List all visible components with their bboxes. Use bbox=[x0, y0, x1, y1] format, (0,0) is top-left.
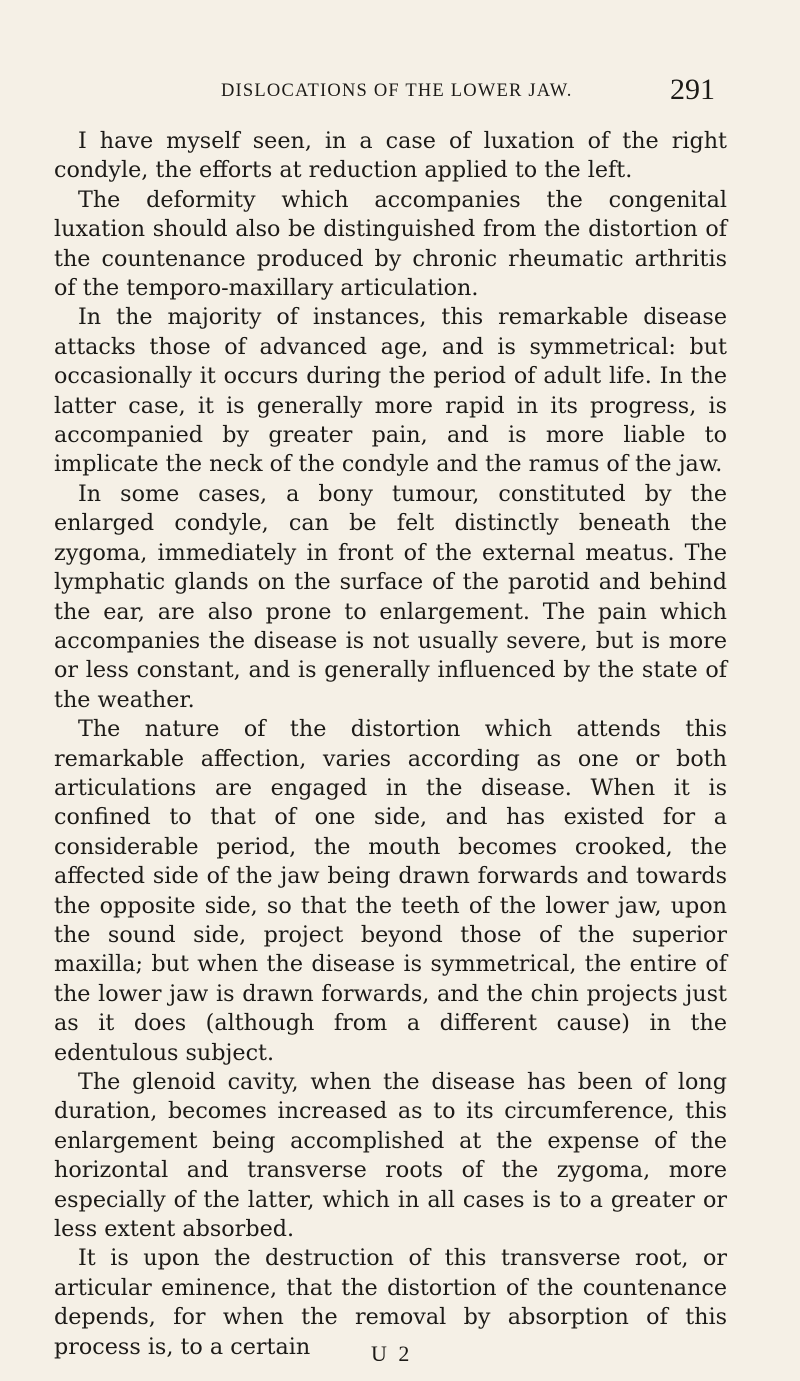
running-head bbox=[0, 73, 800, 113]
signature-mark: U 2 bbox=[371, 1341, 413, 1366]
paragraph-5: The nature of the distortion which attends this remarkable affection, varies according as one or both articulations are engaged in the disease. When it is confined to that of one side, and has existed for a considerable period, the mouth becomes crooked, the affected side of the jaw being drawn forwards and towards the opposite side, so that the teeth of the lower jaw, upon the sound side, project beyond those of the superior maxilla; but when the disease is symmetrical, the entire of the lower jaw is drawn forwards, and the chin projects just as it does (although from a different cause) in the edentulous subject. bbox=[54, 716, 727, 1066]
paragraph-6: The glenoid cavity, when the disease has been of long duration, becomes increased as to its circumference, this enlargement being accomplished at the expense of the horizontal and transverse roots of the zygoma, more especially of the latter, which in all cases is to a greater or less extent absorbed. bbox=[54, 1069, 727, 1243]
paragraph-7: It is upon the destruction of this transverse root, or articular eminence, that the distortion of the countenance depends, for when the removal by absorption of this process is, to a certain bbox=[54, 1245, 727, 1360]
paragraph-2: The deformity which accompanies the congenital luxation should also be distinguished from the distortion of the countenance produced by chronic rheumatic arthritis of the temporo-maxillary articulation. bbox=[54, 186, 727, 302]
running-title: DISLOCATIONS OF THE LOWER JAW. bbox=[221, 81, 573, 101]
page-number: 291 bbox=[670, 73, 715, 106]
body-text bbox=[54, 127, 727, 1362]
paragraph-1: I have myself seen, in a case of luxation of the right condyle, the efforts at reduction applied to the left. bbox=[54, 128, 727, 184]
paragraph-3: In the majority of instances, this remarkable disease attacks those of advanced age, and is symmetrical: but occasionally it occurs during the period of adult life. In the latter case, it is generally more rapid in its progress, is accompanied by greater pain, and is more liable to implicate the neck of the condyle and the ramus of the jaw. bbox=[54, 304, 727, 478]
paragraph-4: In some cases, a bony tumour, constituted by the enlarged condyle, can be felt distinctly beneath the zygoma, immediately in front of the external meatus. The lymphatic glands on the surface of the parotid and behind the ear, are also prone to enlargement. The pain which accompanies the disease is not usually severe, but is more or less constant, and is generally influenced by the state of the weather. bbox=[54, 480, 727, 713]
